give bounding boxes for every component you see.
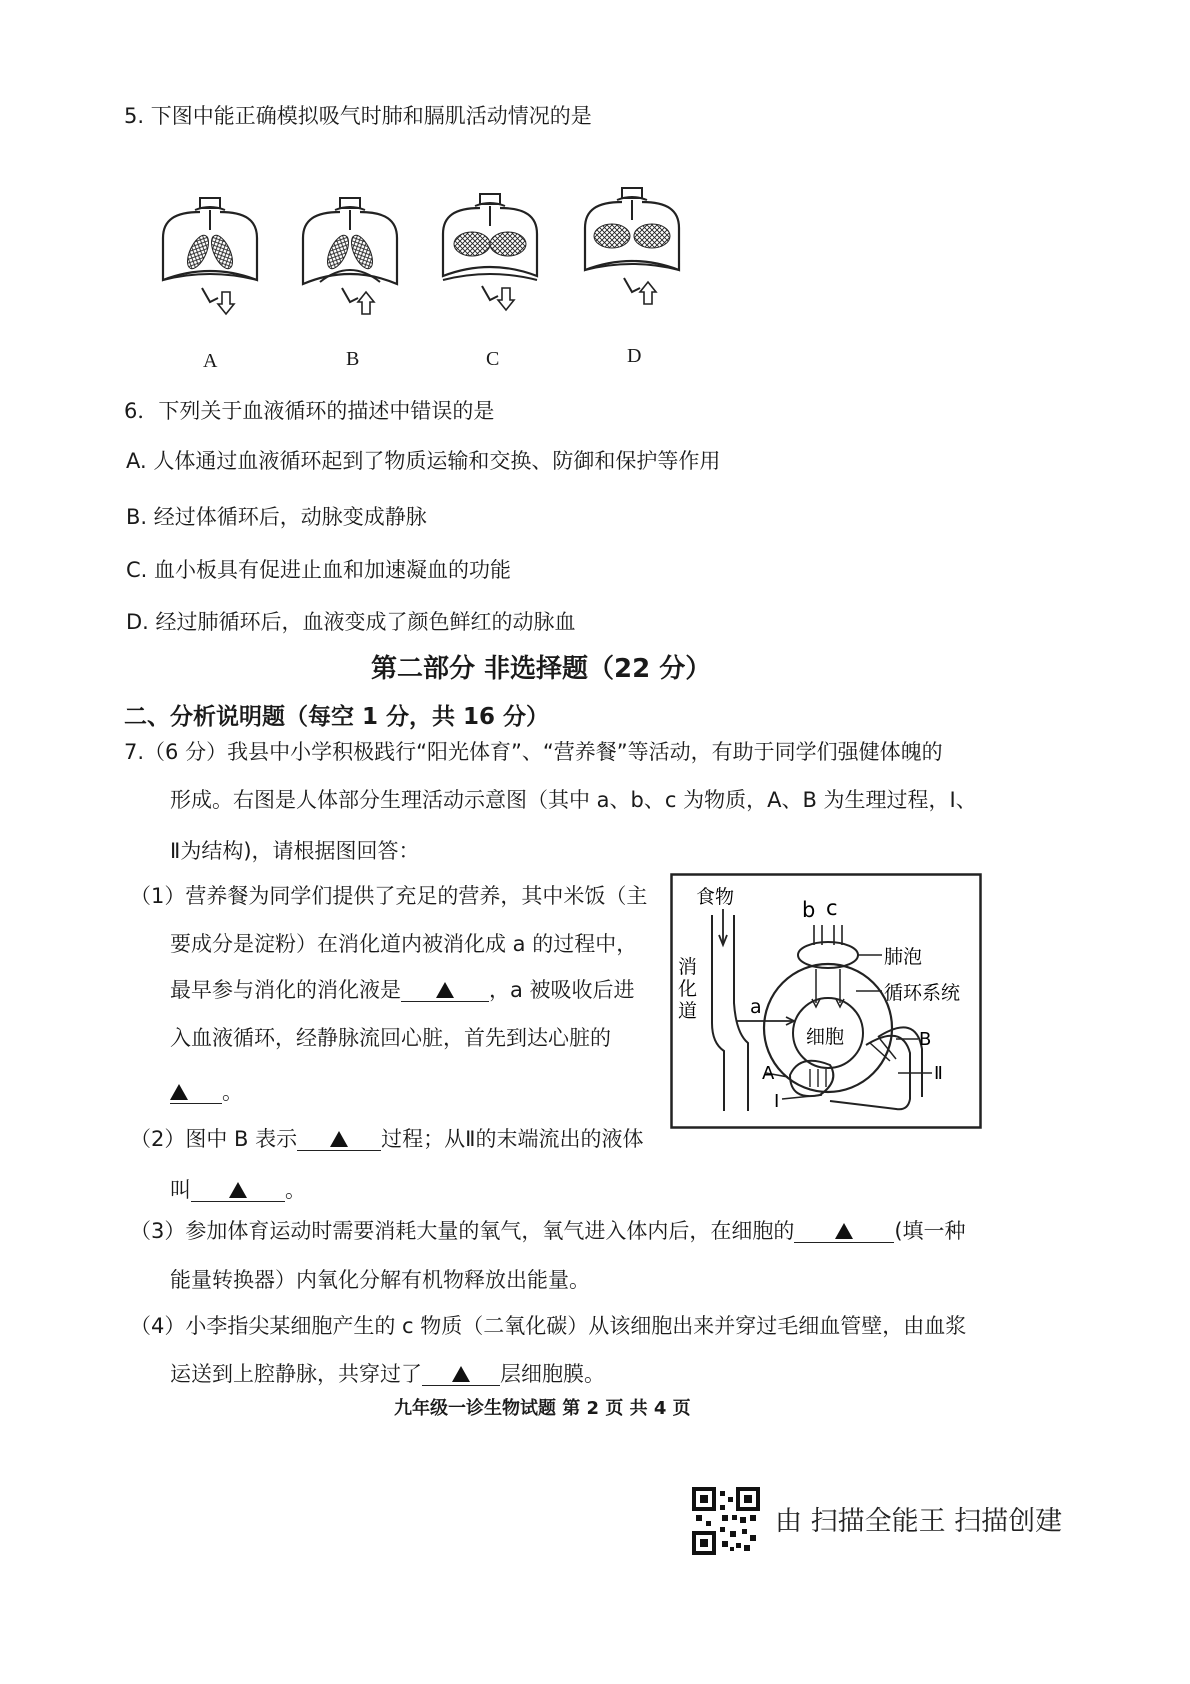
q7-p4-line2-text-a: 运送到上腔静脉，共穿过了: [170, 1362, 422, 1386]
answer-blank-3[interactable]: [297, 1129, 381, 1151]
q5-option-d-label: D: [627, 345, 642, 367]
answer-blank-5[interactable]: [794, 1221, 894, 1243]
qr-code-icon: [692, 1487, 760, 1555]
triangle-icon: [229, 1182, 247, 1198]
q7-p1-line3-text-a: 最早参与消化的消化液是: [170, 978, 401, 1002]
diagram-label-tract-3: 道: [678, 1000, 698, 1022]
q7-intro-line1: 7.（6 分）我县中小学积极践行“阳光体育”、“营养餐”等活动，有助于同学们强健体魄的: [124, 740, 943, 764]
jar-b: [303, 198, 397, 314]
q5-option-a-label: A: [203, 350, 218, 372]
diagram-label-tract-1: 消: [678, 956, 698, 978]
jar-a: [163, 198, 257, 314]
q7-p3-line1-text-a: （3）参加体育运动时需要消耗大量的氧气，氧气进入体内后，在细胞的: [130, 1219, 795, 1243]
diagram-label-c: c: [826, 896, 838, 920]
diagram-label-alveoli: 肺泡: [884, 946, 923, 968]
q7-p4-line1: （4）小李指尖某细胞产生的 c 物质（二氧化碳）从该细胞出来并穿过毛细血管壁，由血浆: [130, 1314, 967, 1338]
q6-stem: 6．下列关于血液循环的描述中错误的是: [124, 399, 495, 423]
diagram-label-a: a: [750, 996, 762, 1018]
jar-d: [585, 188, 679, 304]
diagram-label-A: A: [762, 1063, 775, 1084]
diagram-label-I: Ⅰ: [774, 1091, 780, 1112]
q7-intro-line2: 形成。右图是人体部分生理活动示意图（其中 a、b、c 为物质，A、B 为生理过程，Ⅰ、: [170, 788, 977, 812]
diagram-label-food: 食物: [696, 886, 735, 908]
q7-p1-line4: 入血液循环，经静脉流回心脏，首先到达心脏的: [170, 1026, 611, 1050]
q7-p4-line2: [170, 1364, 605, 1386]
diagram-label-II: Ⅱ: [934, 1063, 943, 1084]
diagram-label-B: B: [919, 1029, 932, 1050]
jar-c: [443, 194, 537, 310]
q7-p2-line2: [170, 1180, 306, 1202]
q7-p3-line1-text-b: (填一种: [894, 1219, 966, 1243]
q6-option-c: C. 血小板具有促进止血和加速凝血的功能: [126, 558, 512, 582]
q5-stem: 5. 下图中能正确模拟吸气时肺和膈肌活动情况的是: [124, 104, 592, 128]
q7-p1-line2: 要成分是淀粉）在消化道内被消化成 a 的过程中，: [170, 932, 638, 956]
q6-option-a: A. 人体通过血液循环起到了物质运输和交换、防御和保护等作用: [126, 449, 721, 473]
q7-p1-line5: [170, 1082, 243, 1104]
physiology-diagram: [670, 873, 982, 1129]
diagram-label-tract-2: 化: [678, 978, 698, 1000]
q7-intro-line3: Ⅱ为结构)，请根据图回答：: [170, 839, 420, 863]
q5-option-c-label: C: [486, 348, 500, 370]
triangle-icon: [835, 1223, 853, 1239]
diagram-label-b: b: [802, 898, 816, 922]
answer-blank-6[interactable]: [422, 1364, 500, 1386]
q7-p1-line5-text: 。: [222, 1080, 243, 1104]
q7-p1-line3: [170, 980, 635, 1002]
q5-option-b-label: B: [346, 348, 360, 370]
q7-p3-line1: [130, 1221, 966, 1243]
triangle-icon: [436, 982, 454, 998]
triangle-icon: [452, 1366, 470, 1382]
q7-p2-line2-text-a: 叫: [170, 1178, 191, 1202]
q7-p3-line2: 能量转换器）内氧化分解有机物释放出能量。: [170, 1268, 590, 1292]
q7-p2-line1-text-a: （2）图中 B 表示: [130, 1127, 298, 1151]
answer-blank-1[interactable]: [401, 980, 489, 1002]
q6-option-d: D. 经过肺循环后，血液变成了颜色鲜红的动脉血: [126, 610, 576, 634]
diagram-label-cell: 细胞: [806, 1026, 845, 1048]
q7-p1-line1: （1）营养餐为同学们提供了充足的营养，其中米饭（主: [130, 884, 648, 908]
answer-blank-4[interactable]: [191, 1180, 285, 1202]
part2-title: 第二部分 非选择题（22 分）: [371, 654, 712, 684]
triangle-icon: [170, 1084, 188, 1100]
q7-p1-line3-text-b: ，a 被吸收后进: [489, 978, 635, 1002]
scanner-watermark: 由 扫描全能王 扫描创建: [775, 1506, 1063, 1537]
triangle-icon: [330, 1131, 348, 1147]
q7-p2-line2-text-b: 。: [285, 1178, 306, 1202]
q6-option-b: B. 经过体循环后，动脉变成静脉: [126, 505, 427, 529]
diagram-label-circulatory-system: 循环系统: [884, 982, 961, 1004]
section2-title: 二、分析说明题（每空 1 分，共 16 分）: [124, 704, 550, 730]
q7-p2-line1-text-b: 过程；从Ⅱ的末端流出的液体: [381, 1127, 644, 1151]
q7-p4-line2-text-b: 层细胞膜。: [500, 1362, 605, 1386]
page-footer: 九年级一诊生物试题 第 2 页 共 4 页: [394, 1398, 691, 1419]
q5-figure: [150, 180, 710, 380]
q7-p2-line1: [130, 1129, 643, 1151]
answer-blank-2[interactable]: [170, 1082, 222, 1104]
